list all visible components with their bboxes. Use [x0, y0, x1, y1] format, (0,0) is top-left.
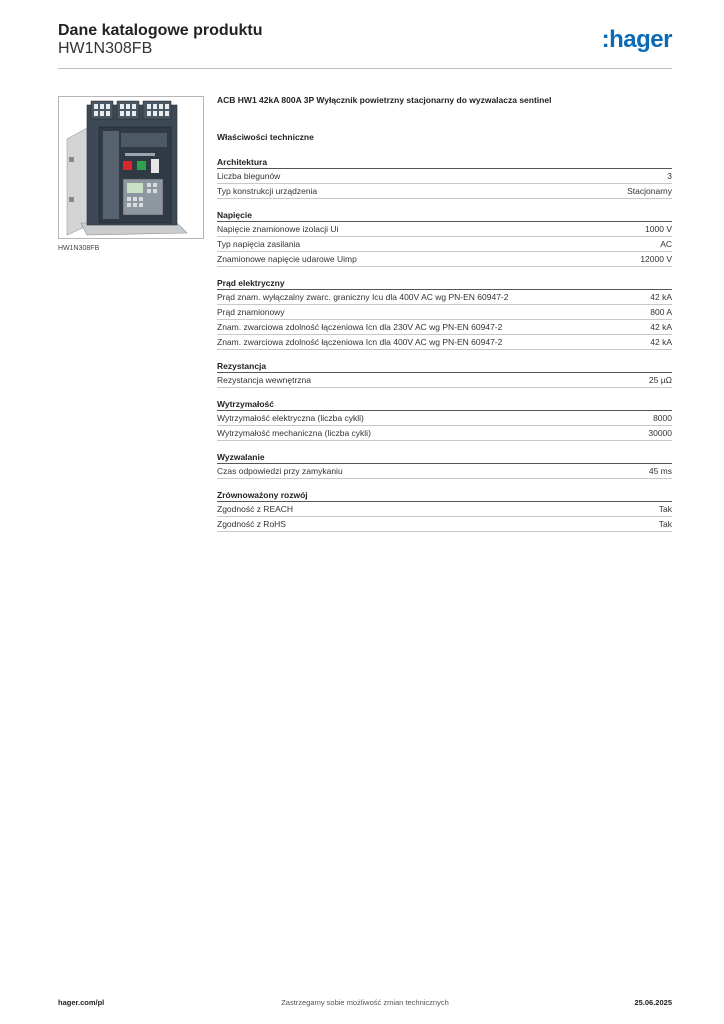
property-label: Wytrzymałość mechaniczna (liczba cykli): [217, 428, 371, 438]
property-section: [217, 157, 672, 199]
product-code: HW1N308FB: [58, 40, 153, 57]
property-label: Liczba biegunów: [217, 171, 281, 181]
property-row: [217, 373, 672, 388]
property-row: [217, 222, 672, 237]
property-value: 30000: [648, 428, 672, 438]
property-row: [217, 290, 672, 305]
property-label: Zgodność z REACH: [217, 504, 294, 514]
section-title: Architektura: [217, 157, 672, 169]
property-value: Tak: [658, 504, 672, 514]
property-label: Czas odpowiedzi przy zamykaniu: [217, 466, 343, 476]
section-title: Wyzwalanie: [217, 452, 672, 464]
property-value: 42 kA: [650, 292, 672, 302]
property-label: Typ napięcia zasilania: [217, 239, 301, 249]
section-title: Wytrzymałość: [217, 399, 672, 411]
property-value: Tak: [658, 519, 672, 529]
hager-logo: :hager: [601, 26, 672, 53]
property-value: 8000: [653, 413, 672, 423]
property-value: 3: [667, 171, 672, 181]
property-row: [217, 305, 672, 320]
property-row: [217, 169, 672, 184]
property-section: [217, 361, 672, 388]
property-label: Rezystancja wewnętrzna: [217, 375, 312, 385]
property-row: [217, 464, 672, 479]
property-label: Prąd znam. wyłączalny zwarc. graniczny Icu dla 400V AC wg PN-EN 60947-2: [217, 292, 509, 302]
header-divider: [58, 68, 672, 69]
logo-text: hager: [609, 26, 672, 53]
product-image: [58, 96, 204, 239]
page-header: [58, 20, 672, 70]
property-row: [217, 502, 672, 517]
property-row: [217, 517, 672, 532]
properties-sections: [217, 157, 672, 532]
property-label: Znam. zwarciowa zdolność łączeniowa Icn dla 230V AC wg PN-EN 60947-2: [217, 322, 503, 332]
product-details: [217, 92, 672, 532]
product-image-caption: HW1N308FB: [58, 245, 100, 252]
property-section: [217, 399, 672, 441]
property-value: 45 ms: [648, 466, 672, 476]
property-row: [217, 411, 672, 426]
property-row: [217, 335, 672, 350]
property-section: [217, 278, 672, 350]
property-label: Napięcie znamionowe izolacji Ui: [217, 224, 339, 234]
section-title: Prąd elektryczny: [217, 278, 672, 290]
property-value: 25 µΩ: [648, 375, 672, 385]
technical-properties-heading: Właściwości techniczne: [217, 132, 314, 142]
property-value: AC: [660, 239, 672, 249]
section-title: Napięcie: [217, 210, 672, 222]
section-title: Zrównoważony rozwój: [217, 490, 672, 502]
footer-date: 25.06.2025: [634, 998, 672, 1007]
section-title: Rezystancja: [217, 361, 672, 373]
property-row: [217, 252, 672, 267]
page-footer: [58, 998, 672, 1012]
property-value: 42 kA: [650, 322, 672, 332]
document-title: Dane katalogowe produktu: [58, 22, 263, 39]
property-label: Znamionowe napięcie udarowe Uimp: [217, 254, 357, 264]
product-description: ACB HW1 42kA 800A 3P Wyłącznik powietrzny stacjonarny do wyzwalacza sentinel: [217, 95, 552, 105]
property-value: 1000 V: [645, 224, 672, 234]
property-label: Wytrzymałość elektryczna (liczba cykli): [217, 413, 364, 423]
property-row: [217, 184, 672, 199]
property-section: [217, 210, 672, 267]
footer-website: hager.com/pl: [58, 998, 105, 1007]
property-label: Typ konstrukcji urządzenia: [217, 186, 318, 196]
property-section: [217, 490, 672, 532]
property-label: Zgodność z RoHS: [217, 519, 286, 529]
property-value: 42 kA: [650, 337, 672, 347]
property-value: 800 A: [650, 307, 672, 317]
property-label: Znam. zwarciowa zdolność łączeniowa Icn dla 400V AC wg PN-EN 60947-2: [217, 337, 503, 347]
property-value: 12000 V: [640, 254, 672, 264]
circuit-breaker-illustration: [59, 97, 204, 239]
footer-disclaimer: Zastrzegamy sobie możliwość zmian technicznych: [281, 998, 449, 1007]
property-section: [217, 452, 672, 479]
property-value: Stacjonarny: [627, 186, 672, 196]
property-row: [217, 426, 672, 441]
property-row: [217, 237, 672, 252]
property-row: [217, 320, 672, 335]
property-label: Prąd znamionowy: [217, 307, 285, 317]
